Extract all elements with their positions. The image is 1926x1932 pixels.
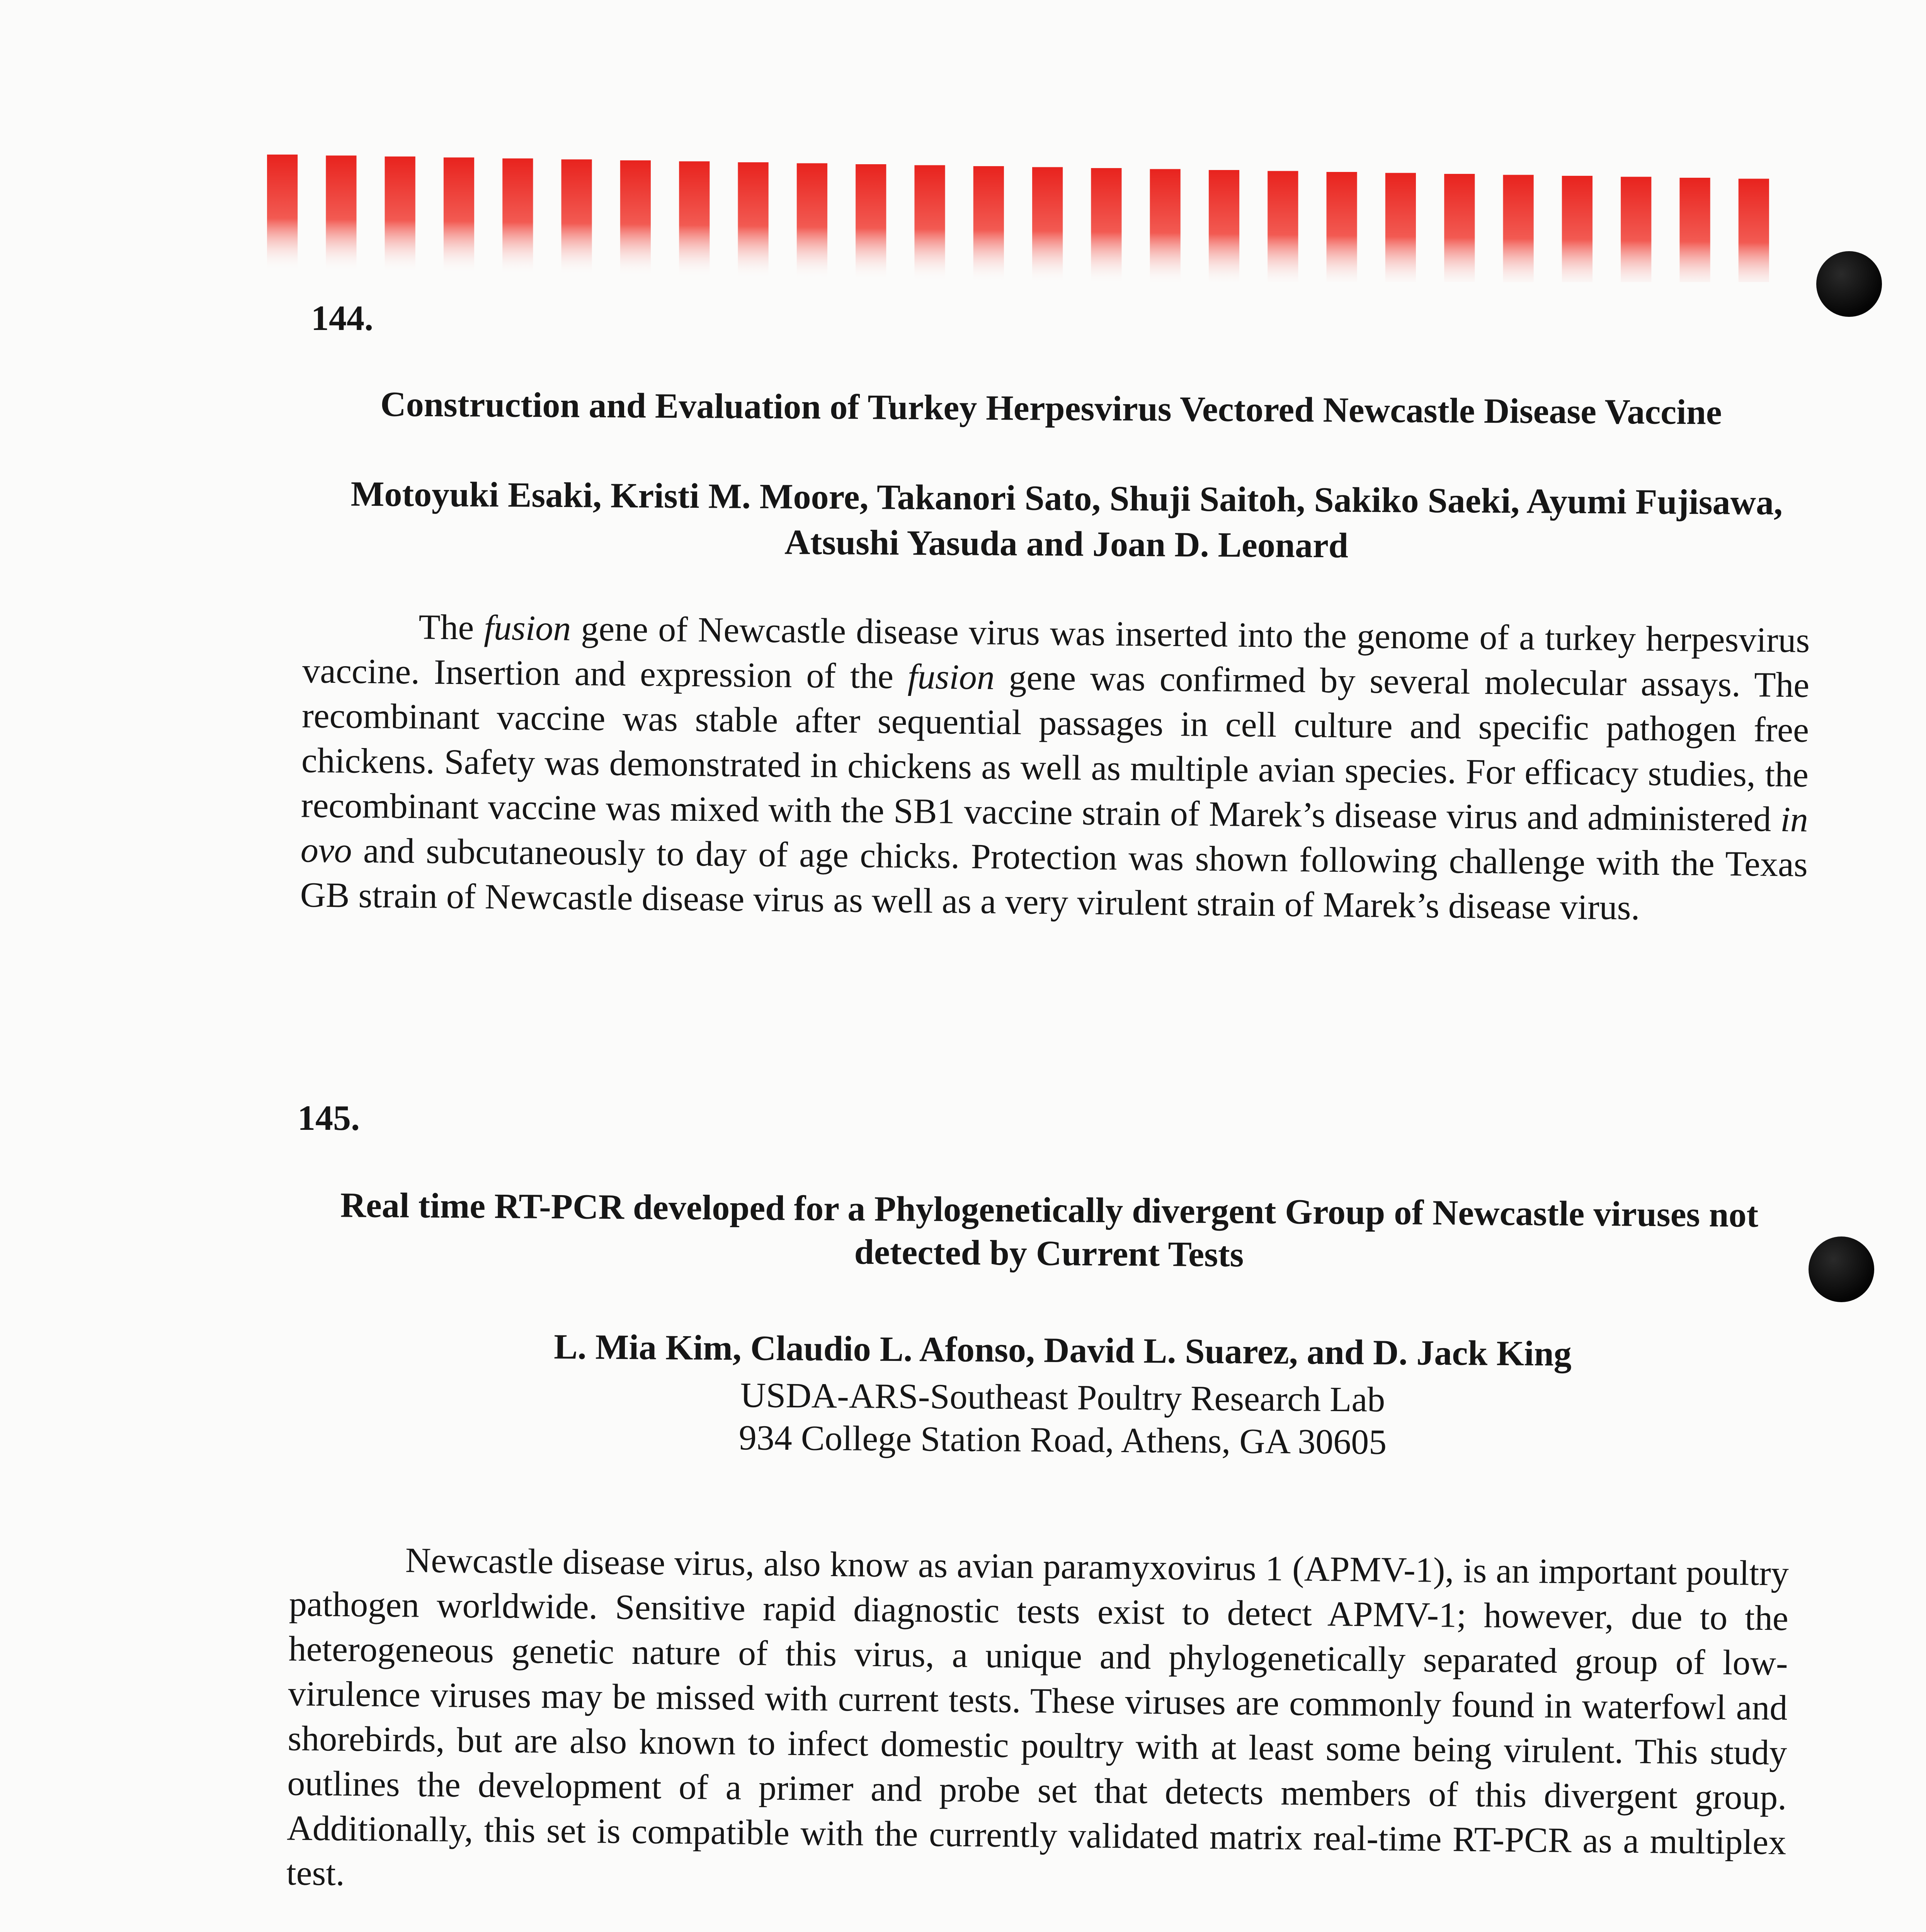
red-stripe: [914, 165, 945, 281]
abstract-title: Construction and Evaluation of Turkey Herpesvirus Vectored Newcastle Disease Vaccine: [380, 384, 1722, 432]
abstract-authors: L. Mia Kim, Claudio L. Afonso, David L. Suarez, and D. Jack King: [553, 1327, 1572, 1374]
red-stripe: [1444, 174, 1475, 282]
red-stripe: [856, 164, 886, 280]
abstract-title: Real time RT-PCR developed for a Phylogenetically divergent Group of Newcastle viruses not detected by Current Tests: [340, 1185, 1759, 1274]
red-stripe: [1209, 170, 1239, 282]
red-stripe: [1679, 178, 1710, 282]
red-stripe: [620, 160, 651, 276]
binder-hole-icon: [1809, 1236, 1874, 1302]
red-stripe: [1268, 171, 1298, 282]
red-stripe: [1503, 175, 1534, 282]
red-stripe: [738, 162, 769, 278]
red-stripe: [1150, 169, 1181, 282]
red-stripe: [973, 166, 1004, 282]
red-stripe: [1327, 172, 1357, 282]
abstract-authors: Motoyuki Esaki, Kristi M. Moore, Takanori Sato, Shuji Saitoh, Sakiko Saeki, Ayumi Fujisawa, Atsushi Yasuda and Joan D. Leonard: [350, 474, 1783, 565]
abstract-number: 144.: [311, 298, 373, 338]
red-stripe: [561, 160, 592, 276]
red-stripe: [385, 156, 415, 272]
red-stripe: [1385, 173, 1416, 282]
abstract-number: 145.: [298, 1098, 360, 1138]
red-stripe: [1091, 168, 1121, 282]
abstract-body: The fusion gene of Newcastle disease virus was inserted into the genome of a turkey herpesvirus vaccine. Insertion and expression of the fusion gene was confirmed by several molecular assays. The recombinant vaccine was stable after sequential passages in cell culture and specific pathogen free chickens. Safety was demonstrated in chickens as well as multiple avian species. For efficacy studies, the recombinant vaccine was mixed with the SB1 vaccine strain of Marek’s disease virus and administered in ovo and subcutaneously to day of age chicks. Protection was shown following challenge with the Texas GB strain of Newcastle disease virus as well as a very virulent strain of Marek’s disease virus.: [300, 607, 1810, 927]
red-stripe: [1739, 179, 1769, 282]
red-stripe: [797, 163, 827, 279]
binder-hole-icon: [1816, 251, 1882, 317]
red-stripe: [267, 155, 298, 270]
affiliation-lab: USDA-ARS-Southeast Poultry Research Lab: [740, 1375, 1385, 1419]
red-stripe-band-icon: [264, 155, 1794, 282]
red-stripe: [1032, 167, 1063, 282]
affiliation-address: 934 College Station Road, Athens, GA 30605: [738, 1418, 1387, 1462]
red-stripe: [502, 158, 533, 274]
red-stripe: [444, 158, 474, 274]
red-stripe: [1621, 177, 1651, 282]
red-stripe: [326, 156, 356, 272]
red-stripe: [1562, 176, 1593, 282]
red-stripe: [679, 162, 709, 277]
abstract-body: Newcastle disease virus, also know as avian paramyxovirus 1 (APMV-1), is an important poultry pathogen worldwide. Sensitive rapid diagnostic tests exist to detect APMV-1; however, due to the heterogeneous genetic nature of this virus, a unique and phylogenetically separated group of low-virulence viruses may be missed with current tests. These viruses are commonly found in waterfowl and shorebirds, but are also known to infect domestic poultry with at least some being virulent. This study outlines the development of a primer and probe set that detects members of this divergent group. Additionally, this set is compatible with the currently validated matrix real-time RT-PCR as a multiplex test.: [286, 1540, 1789, 1893]
